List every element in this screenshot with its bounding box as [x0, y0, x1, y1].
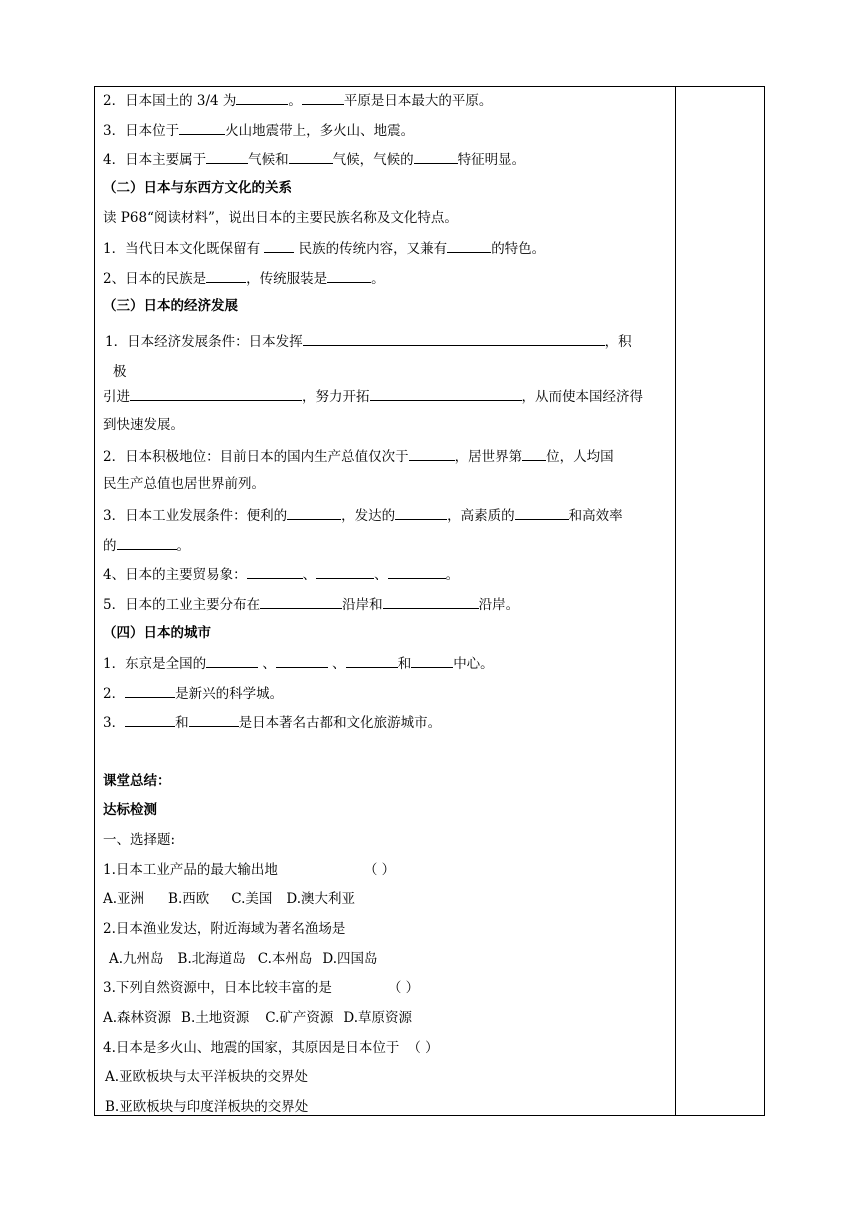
- answer-blank[interactable]: [289, 150, 333, 164]
- question-4-option-b[interactable]: B.亚欧板块与印度洋板块的交界处: [105, 1098, 309, 1115]
- text: 和高效率: [568, 508, 623, 524]
- text: 。: [176, 537, 190, 554]
- option-b[interactable]: B.北海道岛: [177, 950, 246, 967]
- multiple-choice-heading: 一、选择题:: [103, 832, 176, 849]
- text: 是日本著名古都和文化旅游城市。: [238, 715, 442, 732]
- answer-blank[interactable]: [236, 91, 288, 105]
- item-volcano-belt: [103, 121, 668, 151]
- answer-blank[interactable]: [287, 506, 341, 520]
- answer-blank[interactable]: [130, 387, 302, 401]
- answer-blank[interactable]: [125, 713, 175, 727]
- answer-blank[interactable]: [383, 595, 479, 609]
- text: 1．日本经济发展条件：日本发挥: [105, 334, 303, 351]
- text: 。: [288, 93, 302, 109]
- item-import-export-cont: 到快速发展。: [103, 417, 184, 434]
- option-c[interactable]: C.美国: [231, 891, 273, 908]
- answer-paren[interactable]: （ ）: [387, 980, 420, 997]
- text: 3．日本工业发展条件：便利的: [103, 508, 288, 524]
- class-summary-heading: 课堂总结：: [103, 772, 171, 789]
- item-ethnicity: [103, 269, 668, 299]
- text: 1．东京是全国的: [103, 656, 207, 673]
- question-4-option-a[interactable]: A.亚欧板块与太平洋板块的交界处: [105, 1069, 309, 1086]
- text: 平原是日本最大的平原。: [343, 93, 493, 109]
- answer-blank[interactable]: [264, 239, 294, 253]
- text: 1．当代日本文化既保留有: [103, 241, 265, 258]
- text: 2．日本积极地位：目前日本的国内生产总值仅次于: [103, 448, 409, 465]
- answer-blank[interactable]: [247, 565, 303, 579]
- text: 2．日本国土的 3/4 为: [103, 93, 237, 109]
- text: 是新兴的科学城。: [175, 685, 284, 702]
- text: 的: [103, 537, 117, 554]
- answer-blank[interactable]: [522, 447, 546, 461]
- section-heading-economy: （三）日本的经济发展: [103, 298, 238, 315]
- text: 。: [371, 270, 385, 287]
- answer-blank[interactable]: [515, 506, 569, 520]
- item-gdp-rank: [103, 447, 668, 477]
- item-tokyo: [103, 654, 668, 684]
- question-1: [103, 862, 668, 892]
- assessment-heading: 达标检测: [103, 802, 157, 819]
- text: 、: [327, 656, 346, 673]
- question-3: [103, 980, 668, 1010]
- item-import-export: [103, 387, 668, 417]
- table-column-divider: [675, 87, 676, 1115]
- question-2-options: [103, 951, 668, 981]
- answer-blank[interactable]: [346, 654, 398, 668]
- text: 和: [397, 656, 412, 673]
- text: ，传统服装是: [246, 270, 328, 287]
- text: 民族的传统内容，又兼有: [294, 241, 448, 258]
- item-ancient-capitals: [103, 713, 668, 743]
- text: 极: [113, 363, 127, 380]
- item-trade-partners: [103, 565, 668, 595]
- text: 2、日本的民族是: [103, 270, 207, 287]
- text: 。: [445, 567, 460, 584]
- option-a[interactable]: A.森林资源: [103, 1009, 172, 1026]
- option-a[interactable]: A.亚洲: [103, 891, 145, 908]
- text: 位，人均国: [546, 448, 614, 465]
- answer-blank[interactable]: [302, 91, 344, 105]
- spacer: [103, 743, 668, 773]
- question-text: 3.下列自然资源中，日本比较丰富的是: [103, 980, 332, 997]
- option-a[interactable]: A.九州岛: [109, 950, 164, 967]
- answer-blank[interactable]: [327, 269, 371, 283]
- text: 气候和: [248, 152, 289, 169]
- option-c[interactable]: C.矿产资源: [265, 1009, 334, 1026]
- answer-blank[interactable]: [414, 150, 458, 164]
- item-industry-conditions-cont: [103, 536, 668, 566]
- answer-blank[interactable]: [276, 654, 328, 668]
- section-heading-cities: （四）日本的城市: [103, 624, 211, 641]
- answer-blank[interactable]: [125, 684, 175, 698]
- answer-blank[interactable]: [189, 713, 239, 727]
- answer-blank[interactable]: [206, 150, 248, 164]
- reading-instruction: 读 P68“阅读材料”，说出日本的主要民族名称及文化特点。: [103, 209, 458, 226]
- text: 火山地震带上，多火山、地震。: [225, 122, 415, 139]
- text: ，积: [604, 334, 632, 351]
- question-2: 2.日本渔业发达，附近海域为著名渔场是: [103, 920, 346, 937]
- text: ，从而使本国经济得: [521, 389, 643, 406]
- text: 中心。: [453, 656, 494, 673]
- answer-blank[interactable]: [370, 387, 522, 401]
- answer-paren[interactable]: （ ）: [363, 861, 396, 878]
- text: 沿岸。: [478, 596, 520, 613]
- question-4: [103, 1040, 668, 1070]
- text: ，高素质的: [447, 508, 515, 524]
- question-text: 4.日本是多火山、地震的国家，其原因是日本位于: [103, 1039, 400, 1056]
- answer-blank[interactable]: [179, 121, 225, 135]
- section-heading-culture: （二）日本与东西方文化的关系: [103, 179, 292, 196]
- answer-blank[interactable]: [409, 447, 455, 461]
- item-gdp-rank-cont: 民生产总值也居世界前列。: [103, 476, 265, 493]
- text: 4．日本主要属于: [103, 152, 207, 169]
- text: 和: [175, 715, 189, 732]
- option-d[interactable]: D.四国岛: [322, 950, 378, 967]
- text: ，努力开拓: [302, 389, 370, 406]
- option-c[interactable]: C.本州岛: [257, 950, 313, 967]
- answer-blank[interactable]: [316, 565, 374, 579]
- text: 3．日本位于: [103, 122, 180, 139]
- text: 、: [374, 567, 388, 584]
- text: 的特色。: [491, 241, 546, 258]
- option-b[interactable]: B.土地资源: [181, 1009, 250, 1026]
- question-text: 1.日本工业产品的最大输出地: [103, 861, 278, 878]
- worksheet-content: [103, 91, 668, 1128]
- text: 3．: [103, 715, 126, 732]
- text: ，发达的: [341, 508, 396, 524]
- question-1-options: [103, 891, 668, 921]
- item-industry-conditions: [103, 506, 668, 536]
- answer-blank[interactable]: [388, 565, 446, 579]
- worksheet-table: [94, 86, 765, 1116]
- answer-blank[interactable]: [206, 654, 258, 668]
- option-d[interactable]: D.草原资源: [343, 1009, 413, 1026]
- item-culture: [103, 239, 668, 269]
- answer-blank[interactable]: [260, 595, 342, 609]
- answer-blank[interactable]: [411, 654, 453, 668]
- answer-blank[interactable]: [395, 506, 447, 520]
- text: 气候，气候的: [332, 152, 414, 169]
- text: 、: [302, 567, 317, 584]
- text: 特征明显。: [457, 152, 526, 169]
- answer-paren[interactable]: （ ）: [407, 1039, 439, 1056]
- item-industry-distribution: [103, 595, 668, 625]
- answer-blank[interactable]: [117, 536, 177, 550]
- item-science-city: [103, 684, 668, 714]
- answer-blank[interactable]: [447, 239, 491, 253]
- question-3-options: [103, 1010, 668, 1040]
- option-d[interactable]: D.澳大利亚: [286, 891, 356, 908]
- answer-blank[interactable]: [303, 332, 605, 346]
- text: 5．日本的工业主要分布在: [103, 596, 261, 613]
- item-climate: [103, 150, 668, 180]
- text: ，居世界第: [454, 448, 523, 465]
- item-land-plain: [103, 91, 668, 121]
- text: 、: [258, 656, 276, 673]
- answer-blank[interactable]: [206, 269, 246, 283]
- text: 2．: [103, 685, 126, 702]
- text: 沿岸和: [342, 596, 383, 613]
- item-economy-conditions: [103, 328, 668, 387]
- text: 引进: [103, 389, 130, 406]
- option-b[interactable]: B.西欧: [168, 891, 210, 908]
- text: 4、日本的主要贸易象：: [103, 567, 247, 584]
